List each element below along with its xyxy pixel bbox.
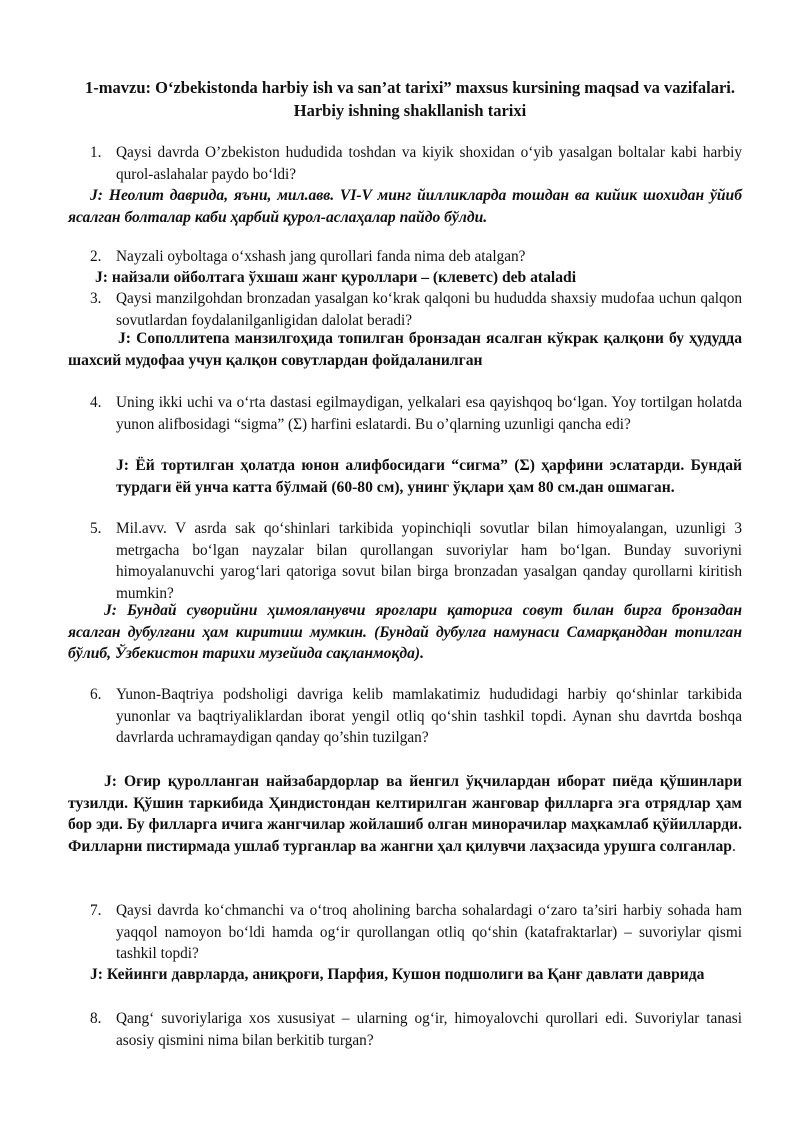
question-number: 8. — [90, 1010, 102, 1027]
answer-text: J: Кейинги даврларда, аниқроғи, Парфия, Кушон подшолиги ва Қанғ давлати даврида — [90, 966, 705, 983]
question-text: Qaysi manzilgohdan bronzadan yasalgan ko‘krak qalqoni bu hududda shaxsiy mudofaa uchun qalqon sovutlardan foydalanilganligidan dalolat beradi? — [116, 290, 742, 329]
answer-text: J: Ёй тортилган ҳолатда юнон алифбосидаги “сигма” (Σ) ҳарфини эслатарди. Бундай турдаги ёй унча катта бўлмай (60-80 см), унинг ўқлари ҳам 80 см.дан ошмаган. — [116, 457, 742, 496]
answer-text: J: найзали ойболтага ўхшаш жанг қуроллари – (клевeтс) deb ataladi — [95, 269, 577, 286]
question-number: 2. — [90, 248, 102, 265]
answer-text: J: Бундай суворийни ҳимояланувчи яроғлари қаторига совут билан бирга бронзадан ясалган дубулғани ҳам киритиш мумкин. (Бундай дубулға намунаси Самарқанддан топилган бўлиб, Ўзбекистон тарихи музейида сақланмоқда). — [68, 602, 742, 662]
answer-text — [68, 771, 742, 857]
question-text: Nayzali oyboltaga o‘xshash jang qurollari fanda nima deb atalgan? — [116, 248, 526, 265]
question-text: Mil.avv. V asrda sak qo‘shinlari tarkibida yopinchiqli sovutlar bilan himoyalangan, uzunligi 3 metrgacha bo‘lgan nayzalar bilan qurollangan suvoriylar ham bo‘lgan. Bunday suvoriyni himoyalanuvchi yarog‘lari qatoriga sovut bilan birga bronzadan yasalgan qanday qurollarni kiritish mumkin? — [116, 520, 742, 602]
answer-period: . — [731, 837, 736, 855]
question-number: 7. — [90, 902, 102, 919]
question-text: Qang‘ suvoriylariga xos xususiyat – ularning og‘ir, himoyalovchi qurollari edi. Suvoriylar tanasi asosiy qismini nima bilan berkitib turgan? — [116, 1010, 742, 1049]
question-text: Qaysi davrda ko‘chmanchi va o‘troq aholining barcha sohalardagi o‘zaro ta’siri harbiy sohada ham yaqqol namoyon bo‘ldi hamda og‘ir qurollangan otliq qo‘shin (katafraktarlar) – suvoriylar qismi tashkil topdi? — [116, 902, 742, 962]
question-number: 4. — [90, 394, 102, 411]
answer-text: J: Сополлитепа манзилгоҳида топилган бронзадан ясалган кўкрак қалқони бу ҳудудда шахсий мудофаа учун қалқон совутлардан фойдаланилган — [68, 330, 742, 369]
question-number: 3. — [90, 290, 102, 307]
question-number: 5. — [90, 520, 102, 537]
answer-body: J: Оғир қуролланган найзабардорлар ва йенгил ўқчилардан иборат пиёда қўшинлари тузилди. Қўшин таркибида Ҳиндистондан келтирилган жанговар филларга эга отрядлар ҳам бор эди. Бу филларга ичига жангчилар жойлашиб олган минорачилар маҳкамлаб қўйилларди. Филларни пистирмада ушлаб турганлар ва жангни ҳал қилувчи лаҳзасида урушга солганлар — [68, 773, 742, 855]
question-text: Uning ikki uchi va o‘rta dastasi egilmaydigan, yelkalari esa qayishqoq bo‘lgan. Yoy tortilgan holatda yunon alifbosidagi “sigma” (Σ) harfini eslatardi. Bu o’qlarning uzunligi qancha edi? — [116, 394, 742, 433]
question-number: 6. — [90, 686, 102, 703]
question-number: 1. — [90, 144, 102, 161]
document-title: 1-mavzu: O‘zbekistonda harbiy ish va san’at tarixi” maxsus kursining maqsad va vazifalari. Harbiy ishning shakllanish tarixi — [85, 78, 735, 120]
question-text: Yunon-Baqtriya podsholigi davriga kelib mamlakatimiz hududidagi harbiy qo‘shinlar tarkibida yunonlar va baqtriyaliklardan iborat yengil otliq qo‘shin tashkil topdi. Aynan shu davrtda boshqa davrlarda uchramaydigan qanday qo’shin tuzilgan? — [116, 686, 742, 746]
answer-text: J: Неолит даврида, яъни, мил.авв. VI-V минг йилликларда тошдан ва кийик шохидан ўйиб ясалган болталар каби ҳарбий қурол-аслаҳалар пайдо бўлди. — [68, 187, 742, 226]
question-text: Qaysi davrda O’zbekiston hududida toshdan va kiyik shoxidan o‘yib yasalgan boltalar kabi harbiy qurol-aslahalar paydo bo‘ldi? — [116, 144, 742, 183]
